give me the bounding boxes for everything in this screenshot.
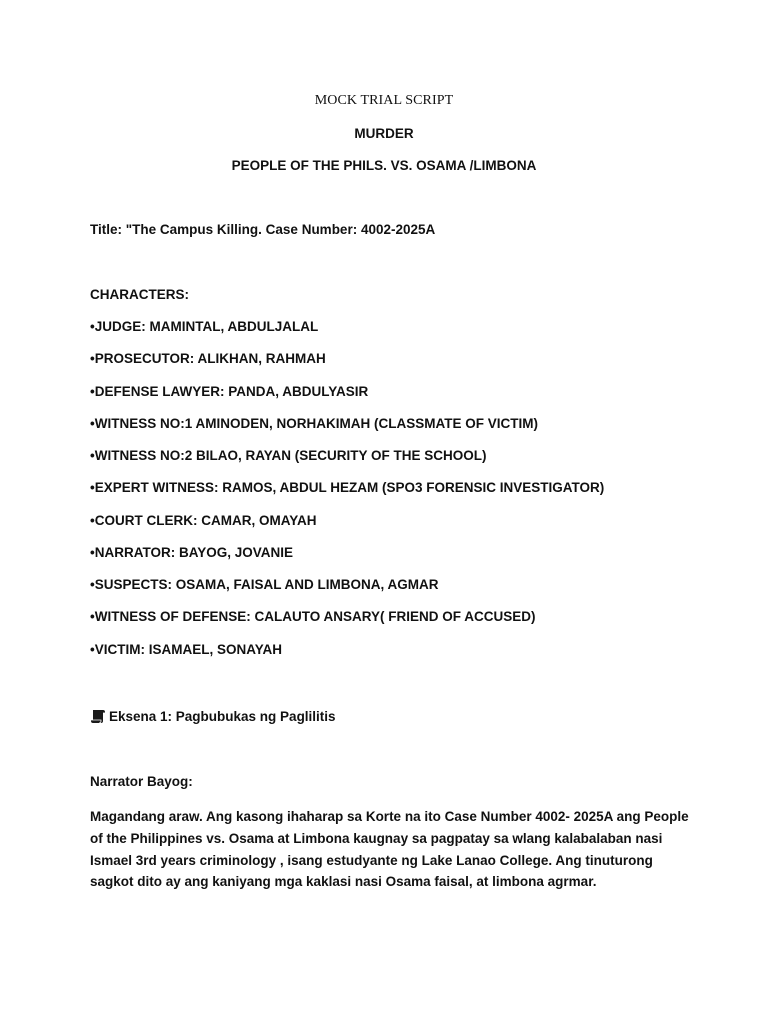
character-victim: •VICTIM: ISAMAEL, SONAYAH [90,642,282,657]
case-parties: PEOPLE OF THE PHILS. VS. OSAMA /LIMBONA [231,158,537,173]
narration-paragraph: Magandang araw. Ang kasong ihaharap sa Korte na ito Case Number 4002- 2025A ang People of the Philippines vs. Osama at Limbona kaugnay sa pagpatay sa wlang kalabalaban nasi Ismael 3rd years criminology , isang estudyante ng Lake Lanao College. Ang tinuturong sagkot dito ay ang kaniyang mga kaklasi nasi Osama faisal, at limbona agrmar. [90,809,689,890]
scene-title: Eksena 1: Pagbubukas ng Paglilitis [109,709,336,724]
character-defense-witness: •WITNESS OF DEFENSE: CALAUTO ANSARY( FRIEND OF ACCUSED) [90,609,536,624]
scene-heading [90,709,336,724]
character-prosecutor: •PROSECUTOR: ALIKHAN, RAHMAH [90,351,326,366]
character-expert-witness: •EXPERT WITNESS: RAMOS, ABDUL HEZAM (SPO3 FORENSIC INVESTIGATOR) [90,480,605,495]
character-narrator: •NARRATOR: BAYOG, JOVANIE [90,545,294,560]
scroll-icon [90,709,106,724]
case-type: MURDER [354,126,414,141]
character-witness-1: •WITNESS NO:1 AMINODEN, NORHAKIMAH (CLASSMATE OF VICTIM) [90,416,538,431]
character-judge: •JUDGE: MAMINTAL, ABDULJALAL [90,319,319,334]
characters-heading: CHARACTERS: [90,287,189,302]
character-court-clerk: •COURT CLERK: CAMAR, OMAYAH [90,513,317,528]
character-witness-2: •WITNESS NO:2 BILAO, RAYAN (SECURITY OF THE SCHOOL) [90,448,487,463]
character-suspects: •SUSPECTS: OSAMA, FAISAL AND LIMBONA, AGMAR [90,577,439,592]
case-title-line: Title: "The Campus Killing. Case Number: 4002-2025A [90,222,436,237]
character-defense-lawyer: •DEFENSE LAWYER: PANDA, ABDULYASIR [90,384,369,399]
speaker-label: Narrator Bayog: [90,774,193,789]
document-heading: MOCK TRIAL SCRIPT [314,93,454,108]
